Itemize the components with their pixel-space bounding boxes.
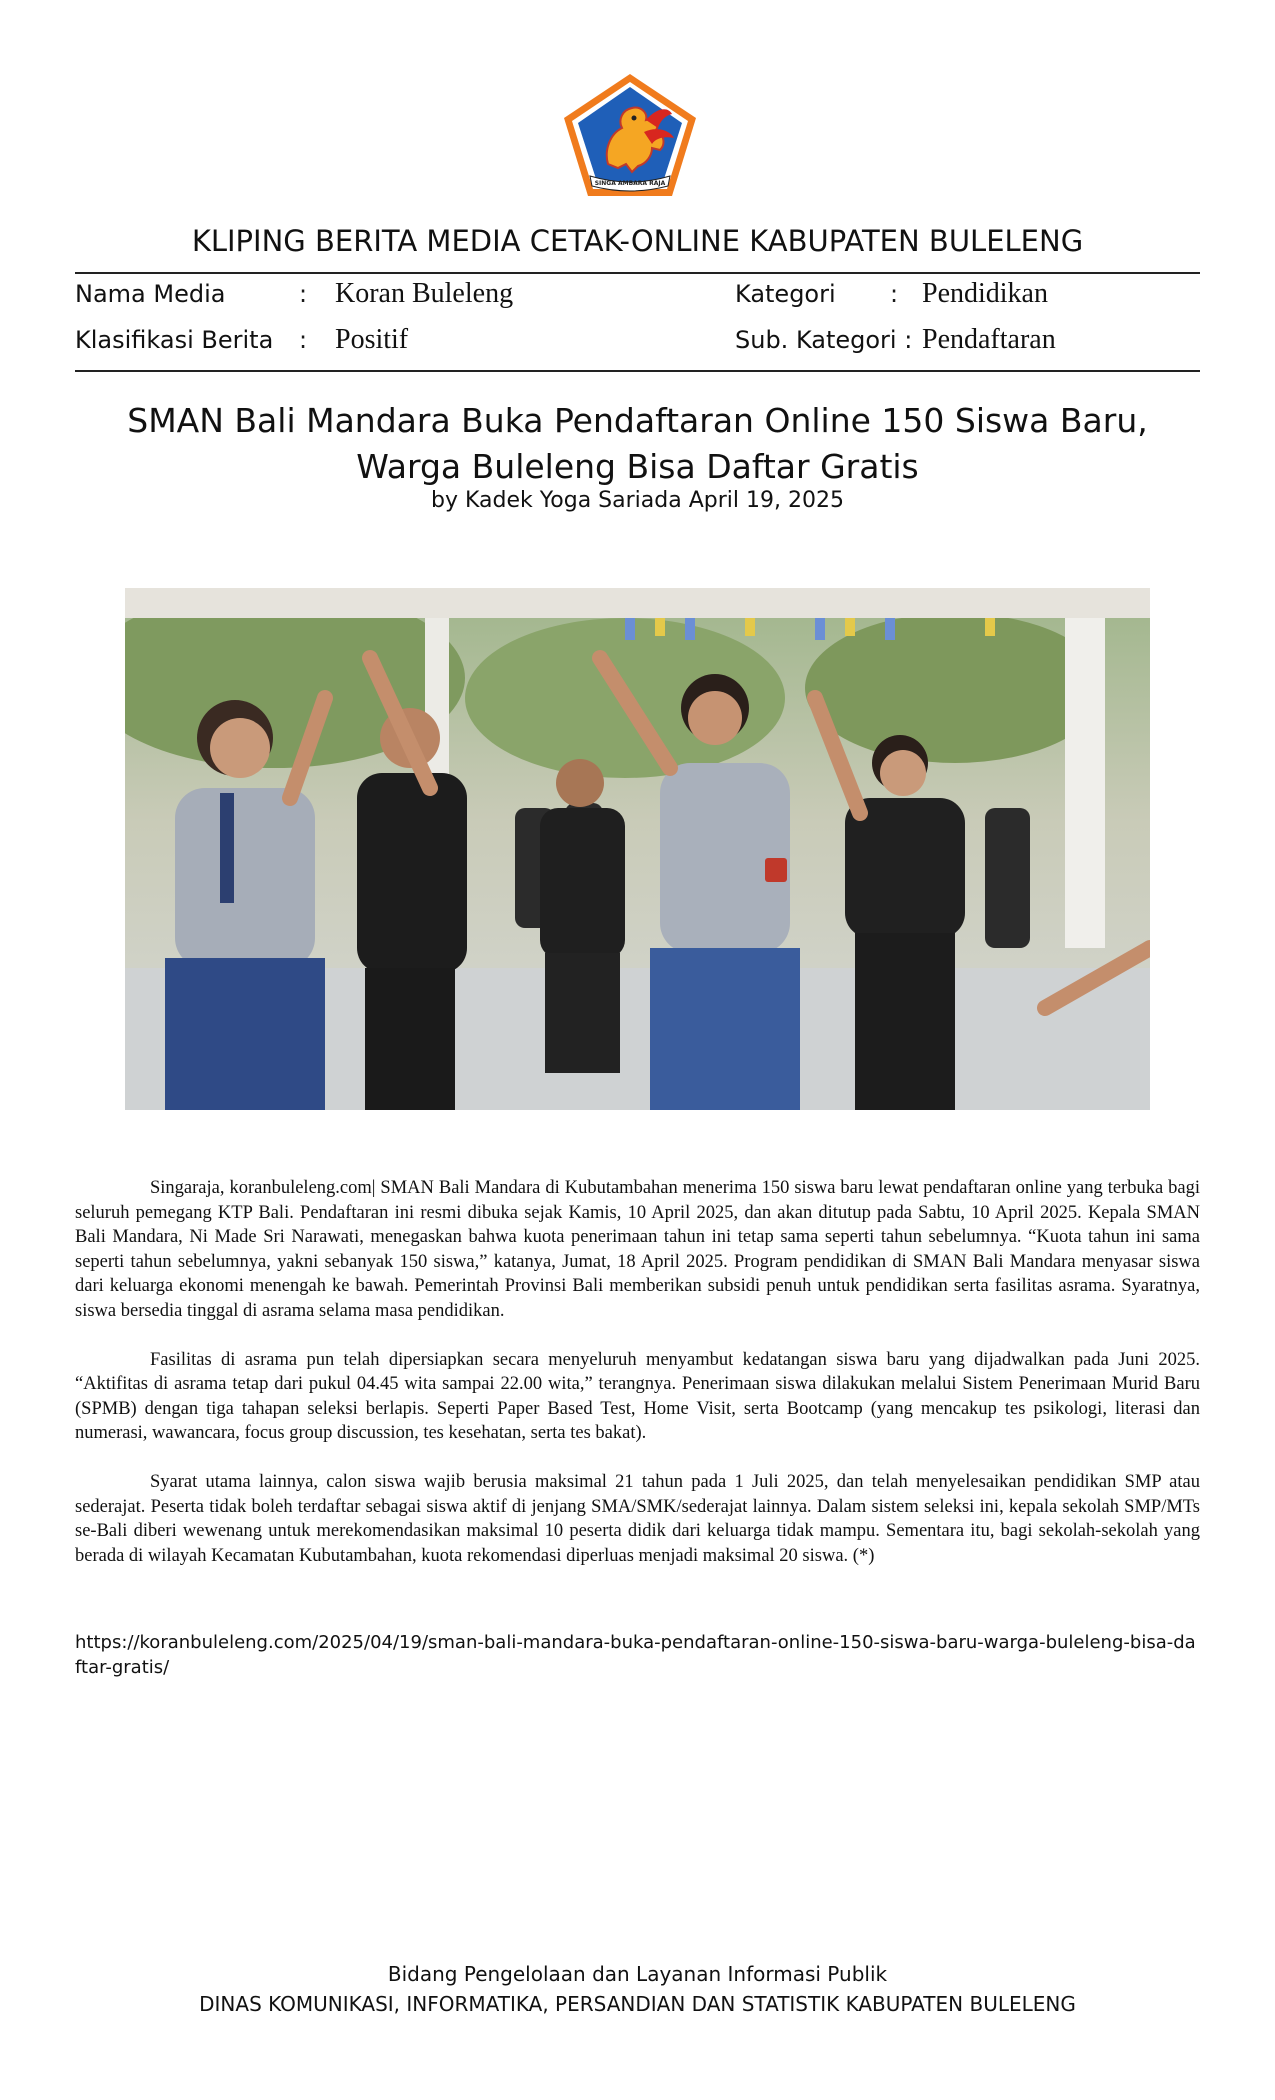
category-colon: : xyxy=(890,280,899,308)
article-photo xyxy=(125,588,1150,1110)
footer-agency: DINAS KOMUNIKASI, INFORMATIKA, PERSANDIAN DAN STATISTIK KABUPATEN BULELENG xyxy=(199,1992,1076,2016)
subcategory-value: Pendaftaran xyxy=(922,324,1056,355)
headline-line-2: Warga Buleleng Bisa Daftar Gratis xyxy=(356,447,919,486)
header-rule-bottom xyxy=(75,370,1200,372)
article-paragraph-3: Syarat utama lainnya, calon siswa wajib berusia maksimal 21 tahun pada 1 Juli 2025, dan telah menyelesaikan pendidikan SMP atau sederajat. Peserta tidak boleh terdaftar sebagai siswa aktif di jenjang SMA/SMK/sederajat lainnya. Dalam sistem seleksi ini, kepala sekolah SMP/MTs se-Bali diberi wewenang untuk merekomendasikan maksimal 10 peserta didik dari keluarga tidak mampu. Sementara itu, bagi sekolah-sekolah yang berada di wilayah Kecamatan Kubutambahan, kuota rekomendasi diperluas menjadi maksimal 20 siswa. (*) xyxy=(75,1472,1200,1566)
header-rule-top xyxy=(75,272,1200,274)
article-source-link[interactable]: https://koranbuleleng.com/2025/04/19/sman-bali-mandara-buka-pendaftaran-online-150-siswa-baru-warga-buleleng-bisa-daftar-gratis/ xyxy=(75,1632,1196,1678)
article-body xyxy=(75,1176,1200,1593)
clipping-header-title: KLIPING BERITA MEDIA CETAK-ONLINE KABUPATEN BULELENG xyxy=(191,224,1084,258)
article-headline xyxy=(100,398,1175,490)
buleleng-emblem-logo xyxy=(560,72,700,200)
footer-department: Bidang Pengelolaan dan Layanan Informasi Publik xyxy=(387,1962,888,1986)
headline-line-1: SMAN Bali Mandara Buka Pendaftaran Online 150 Siswa Baru, xyxy=(127,401,1148,440)
article-paragraph-1: Singaraja, koranbuleleng.com| SMAN Bali Mandara di Kubutambahan menerima 150 siswa baru lewat pendaftaran online yang terbuka bagi seluruh pemegang KTP Bali. Pendaftaran ini resmi dibuka sejak Kamis, 10 April 2025, dan akan ditutup pada Sabtu, 10 April 2025. Kepala SMAN Bali Mandara, Ni Made Sri Narawati, menegaskan bahwa kuota penerimaan tahun ini tetap sama seperti tahun sebelumnya. “Kuota tahun ini sama seperti tahun sebelumnya, yakni sebanyak 150 siswa,” katanya, Jumat, 18 April 2025. Program pendidikan di SMAN Bali Mandara menyasar siswa dari keluarga ekonomi menengah ke bawah. Pemerintah Provinsi Bali memberikan subsidi penuh untuk pendidikan serta fasilitas asrama. Syaratnya, siswa bersedia tinggal di asrama selama masa pendidikan. xyxy=(75,1178,1200,1321)
logo-banner-text: SINGA AMBARA RAJA xyxy=(594,180,666,187)
classification-value: Positif xyxy=(335,324,409,355)
article-byline: by Kadek Yoga Sariada April 19, 2025 xyxy=(431,488,844,513)
media-name-value: Koran Buleleng xyxy=(335,278,514,309)
category-value: Pendidikan xyxy=(922,278,1048,309)
article-paragraph-2: Fasilitas di asrama pun telah dipersiapkan secara menyeluruh menyambut kedatangan siswa baru yang dijadwalkan pada Juni 2025. “Aktifitas di asrama tetap dari pukul 04.45 wita sampai 22.00 wita,” terangnya. Penerimaan siswa dilakukan melalui Sistem Penerimaan Murid Baru (SPMB) dengan tiga tahapan seleksi berlapis. Seperti Paper Based Test, Home Visit, serta Bootcamp (yang mencakup tes psikologi, literasi dan numerasi, wawancara, focus group discussion, tes kesehatan, serta tes bakat). xyxy=(75,1349,1200,1443)
classification-colon: : xyxy=(299,326,308,354)
category-label: Kategori xyxy=(735,280,836,308)
media-name-label: Nama Media xyxy=(75,280,226,308)
media-name-colon: : xyxy=(299,280,308,308)
subcategory-label: Sub. Kategori : xyxy=(735,326,913,354)
classification-label: Klasifikasi Berita xyxy=(75,326,274,354)
meta-row-media xyxy=(75,280,1200,320)
meta-row-classification xyxy=(75,326,1200,366)
